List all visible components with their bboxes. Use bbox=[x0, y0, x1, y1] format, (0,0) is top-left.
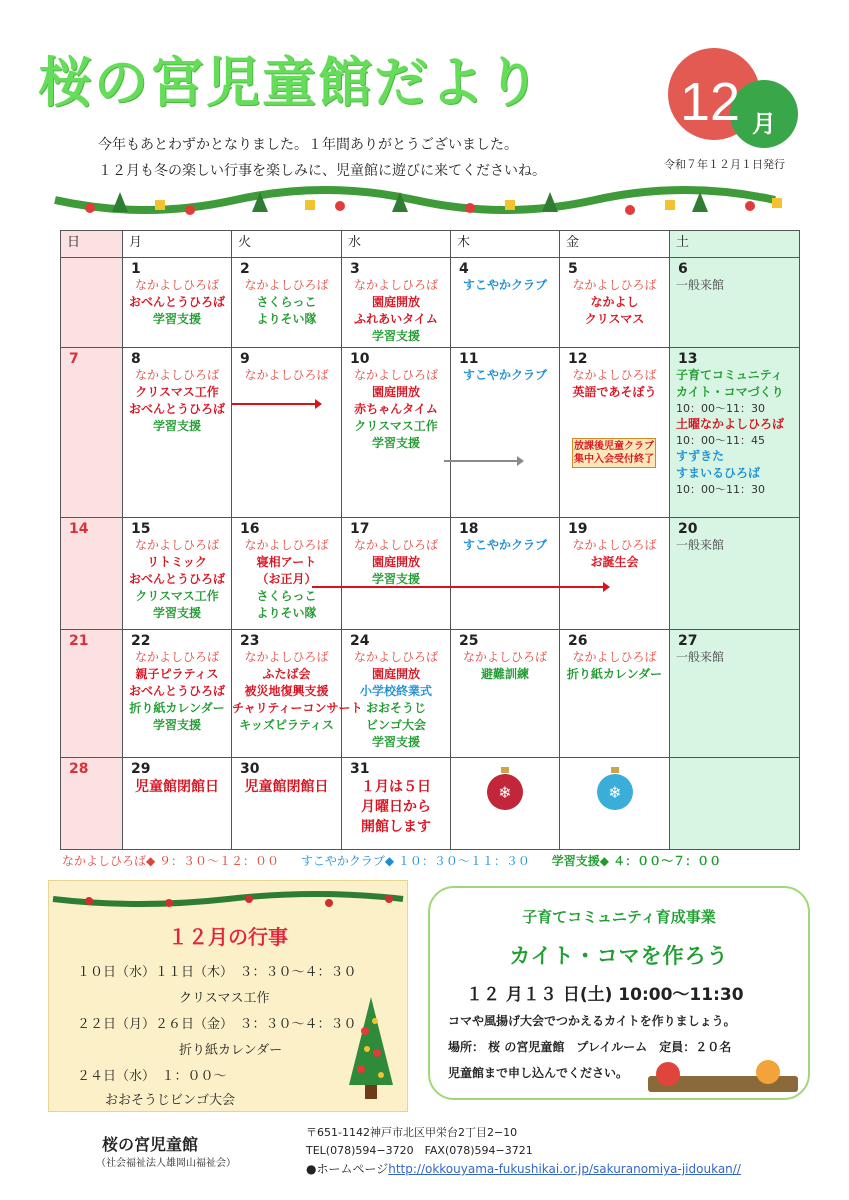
calendar-day-cell bbox=[560, 348, 670, 518]
toys-illustration bbox=[648, 1056, 798, 1096]
event-label: 月曜日から bbox=[361, 799, 431, 815]
event-row-4: 折り紙カレンダー bbox=[179, 1043, 283, 1058]
event-label: 学習支援 bbox=[152, 718, 201, 732]
day-number: 29 bbox=[131, 761, 151, 777]
event-label: 園庭開放 bbox=[371, 385, 420, 399]
day-number: 10 bbox=[350, 351, 370, 367]
event-label: おおそうじ bbox=[365, 701, 426, 715]
community-line-2: 場所： 桜 の宮児童館 プレイルーム 定員：２０名 bbox=[448, 1040, 732, 1054]
event-label: キッズピラティス bbox=[239, 718, 334, 732]
day-number: 14 bbox=[69, 521, 89, 537]
arrow-christmas-craft bbox=[232, 403, 320, 405]
event-label: 土曜なかよしひろば bbox=[676, 417, 785, 431]
ornament-icon bbox=[593, 765, 637, 813]
weekday-wed: 水 bbox=[342, 231, 451, 258]
event-label: 学習支援 bbox=[371, 572, 420, 586]
weekday-tue: 火 bbox=[232, 231, 342, 258]
day-number: 19 bbox=[568, 521, 588, 537]
event-label: なかよしひろば bbox=[134, 368, 219, 382]
calendar-day-cell bbox=[61, 518, 123, 630]
arrow-new-year-art bbox=[312, 586, 608, 588]
event-label: 小学校終業式 bbox=[359, 684, 432, 698]
event-label: すまいるひろば bbox=[676, 466, 761, 480]
day-number bbox=[560, 758, 669, 761]
community-title: 子育てコミュニティ育成事業 bbox=[522, 908, 716, 926]
calendar-week-row bbox=[61, 758, 800, 850]
day-number: 1 bbox=[131, 261, 141, 277]
event-label: おべんとうひろば bbox=[128, 402, 225, 416]
community-line-3: 児童館まで申し込んでください。 bbox=[448, 1066, 629, 1080]
calendar-table bbox=[60, 230, 800, 850]
day-number: 17 bbox=[350, 521, 370, 537]
intro-line-1: 今年もあとわずかとなりました。１年間ありがとうございました。 bbox=[98, 137, 518, 153]
event-label: さくらっこ bbox=[256, 589, 317, 603]
day-number: 28 bbox=[69, 761, 89, 777]
event-label: なかよしひろば bbox=[572, 650, 657, 664]
event-label: 開館します bbox=[361, 819, 431, 835]
event-label: 学習支援 bbox=[371, 735, 420, 749]
event-label: さくらっこ bbox=[256, 295, 317, 309]
event-row-6: おおそうじビンゴ大会 bbox=[105, 1093, 236, 1108]
event-label: 学習支援 bbox=[371, 329, 420, 343]
event-label: 園庭開放 bbox=[371, 555, 420, 569]
calendar-day-cell bbox=[670, 758, 800, 850]
svg-text:❄: ❄ bbox=[607, 783, 622, 802]
day-number: 25 bbox=[459, 633, 479, 649]
calendar-day-cell bbox=[342, 758, 451, 850]
event-label: おべんとうひろば bbox=[128, 295, 225, 309]
weekday-sat: 土 bbox=[670, 231, 800, 258]
event-label: なかよしひろば bbox=[572, 368, 657, 382]
calendar-day-cell bbox=[342, 518, 451, 630]
event-label: カイト・コマづくり bbox=[676, 385, 784, 399]
calendar-day-cell bbox=[61, 258, 123, 348]
event-label: ふれあいタイム bbox=[354, 312, 438, 326]
day-number: 15 bbox=[131, 521, 151, 537]
holly-decoration bbox=[49, 887, 407, 913]
weekday-sun: 日 bbox=[61, 231, 123, 258]
legend-nakayoshi: なかよしひろば◆ ９：３０～１２：００ bbox=[62, 854, 280, 868]
calendar-day-cell bbox=[560, 630, 670, 758]
event-label: 学習支援 bbox=[152, 606, 201, 620]
events-title: １２月の行事 bbox=[168, 925, 288, 949]
event-label: 折り紙カレンダー bbox=[566, 667, 663, 681]
community-date: １２ 月１３ 日(土) 10:00～11:30 bbox=[466, 985, 744, 1005]
homepage-link[interactable]: http://okkouyama-fukushikai.or.jp/sakuranomiya-jidoukan// bbox=[388, 1162, 741, 1176]
day-number: 8 bbox=[131, 351, 141, 367]
calendar-day-cell bbox=[232, 518, 342, 630]
event-label: なかよしひろば bbox=[572, 278, 657, 292]
december-events-box bbox=[48, 880, 408, 1112]
event-label: すこやかクラブ bbox=[462, 278, 547, 292]
intro-line-2: １２月も冬の楽しい行事を楽しみに、児童館に遊びに来てくださいね。 bbox=[98, 163, 546, 179]
ornament-icon bbox=[483, 765, 527, 813]
day-number bbox=[670, 758, 799, 761]
arrow-christmas-craft-2 bbox=[444, 460, 522, 462]
calendar-day-cell bbox=[451, 518, 560, 630]
day-number: 11 bbox=[459, 351, 479, 367]
event-label: 一般来館 bbox=[676, 278, 725, 292]
day-number: 5 bbox=[568, 261, 578, 277]
day-number bbox=[61, 258, 122, 261]
event-label: すずきた bbox=[676, 449, 725, 463]
event-label: なかよしひろば bbox=[244, 278, 329, 292]
notice-line: 集中入会受付終了 bbox=[574, 454, 654, 465]
event-label: 寝相アート bbox=[256, 555, 317, 569]
event-label: なかよしひろば bbox=[462, 650, 547, 664]
event-label: 一般来館 bbox=[676, 538, 725, 552]
event-label: なかよしひろば bbox=[572, 538, 657, 552]
event-label: 10：00～11：30 bbox=[676, 483, 765, 496]
event-label: なかよしひろば bbox=[353, 650, 438, 664]
event-row-2: クリスマス工作 bbox=[179, 991, 270, 1006]
calendar-day-cell bbox=[670, 518, 800, 630]
calendar-day-cell bbox=[342, 258, 451, 348]
svg-text:❄: ❄ bbox=[498, 783, 512, 802]
event-label: 10：00～11：30 bbox=[676, 402, 765, 415]
event-label: 一般来館 bbox=[676, 650, 725, 664]
event-label: 児童館閉館日 bbox=[135, 779, 219, 795]
event-label: なかよしひろば bbox=[244, 650, 329, 664]
weekday-fri: 金 bbox=[560, 231, 670, 258]
footer-facility-name: 桜の宮児童館 bbox=[102, 1135, 199, 1154]
calendar-day-cell bbox=[123, 348, 232, 518]
calendar-day-cell bbox=[232, 258, 342, 348]
calendar-day-cell bbox=[123, 258, 232, 348]
day-number: 13 bbox=[678, 351, 698, 367]
calendar-week-row bbox=[61, 630, 800, 758]
calendar-day-cell bbox=[123, 630, 232, 758]
event-label: クリスマス工作 bbox=[135, 385, 219, 399]
homepage-label: ●ホームページ bbox=[306, 1162, 389, 1176]
event-label: クリスマス bbox=[584, 312, 645, 326]
event-label: クリスマス工作 bbox=[354, 419, 438, 433]
footer-homepage bbox=[306, 1160, 741, 1177]
day-number: 22 bbox=[131, 633, 151, 649]
footer-address: 〒651-1142神戸市北区甲栄台2丁目2−10 bbox=[306, 1126, 518, 1139]
calendar-day-cell bbox=[451, 630, 560, 758]
calendar-week-row bbox=[61, 518, 800, 630]
event-label: 被災地復興支援 bbox=[244, 684, 329, 698]
day-number: 27 bbox=[678, 633, 698, 649]
month-number: 12 bbox=[680, 72, 741, 132]
event-label: 赤ちゃんタイム bbox=[354, 402, 438, 416]
day-number: 12 bbox=[568, 351, 588, 367]
day-number: 4 bbox=[459, 261, 469, 277]
calendar-day-cell bbox=[123, 758, 232, 850]
calendar-legend bbox=[62, 852, 739, 869]
calendar-day-cell bbox=[670, 258, 800, 348]
event-label: チャリティーコンサート bbox=[232, 701, 363, 715]
event-label: なかよしひろば bbox=[134, 538, 219, 552]
event-label: 親子ピラティス bbox=[135, 667, 219, 681]
day-number: 20 bbox=[678, 521, 698, 537]
event-label: すこやかクラブ bbox=[462, 538, 547, 552]
event-label: なかよしひろば bbox=[134, 278, 219, 292]
calendar-day-cell bbox=[451, 258, 560, 348]
day-number: 9 bbox=[240, 351, 250, 367]
calendar-day-cell bbox=[560, 258, 670, 348]
afterschool-club-notice bbox=[572, 438, 656, 468]
calendar-week-row bbox=[61, 258, 800, 348]
day-number bbox=[451, 758, 559, 761]
community-line-1: コマや風揚げ大会でつかえるカイトを作りましょう。 bbox=[448, 1014, 736, 1028]
calendar-day-cell bbox=[451, 348, 560, 518]
event-row-1: １０日（水）１１日（木） ３：３０～４：３０ bbox=[77, 965, 357, 980]
event-label: 10：00～11：45 bbox=[676, 434, 765, 447]
event-label: ビンゴ大会 bbox=[365, 718, 426, 732]
day-number: 16 bbox=[240, 521, 260, 537]
event-label: 児童館閉館日 bbox=[244, 779, 329, 795]
event-label: クリスマス工作 bbox=[135, 589, 219, 603]
event-label: 学習支援 bbox=[152, 419, 201, 433]
event-label: 避難訓練 bbox=[480, 667, 529, 681]
event-label: ふたば会 bbox=[262, 667, 311, 681]
community-event-box bbox=[428, 886, 810, 1100]
weekday-header-row bbox=[61, 231, 800, 258]
day-number: 21 bbox=[69, 633, 89, 649]
community-subtitle: カイト・コマを作ろう bbox=[509, 944, 729, 968]
footer-phone-fax: TEL(078)594−3720 FAX(078)594−3721 bbox=[306, 1144, 533, 1157]
calendar-day-cell bbox=[342, 348, 451, 518]
event-label: １月は５日 bbox=[361, 779, 431, 795]
calendar-week-row bbox=[61, 348, 800, 518]
calendar-day-cell bbox=[61, 348, 123, 518]
weekday-mon: 月 bbox=[123, 231, 232, 258]
event-label: おべんとうひろば bbox=[128, 684, 225, 698]
event-label: なかよしひろば bbox=[353, 368, 438, 382]
calendar-day-cell bbox=[560, 518, 670, 630]
event-label: なかよしひろば bbox=[244, 538, 329, 552]
event-label: なかよしひろば bbox=[353, 538, 438, 552]
issue-date: 令和７年１２月１日発行 bbox=[664, 158, 785, 171]
calendar-day-cell bbox=[560, 758, 670, 850]
calendar-day-cell bbox=[232, 758, 342, 850]
calendar-day-cell bbox=[670, 630, 800, 758]
calendar-day-cell bbox=[670, 348, 800, 518]
page-title: 桜の宮児童館だより bbox=[38, 51, 542, 114]
day-number: 18 bbox=[459, 521, 479, 537]
day-number: 31 bbox=[350, 761, 370, 777]
event-label: なかよしひろば bbox=[244, 368, 329, 382]
event-row-5: ２４日（水） １：００～ bbox=[77, 1069, 227, 1084]
month-badge bbox=[660, 42, 800, 152]
event-label: おべんとうひろば bbox=[128, 572, 225, 586]
event-label: よりそい隊 bbox=[256, 312, 317, 326]
event-label: 折り紙カレンダー bbox=[129, 701, 225, 715]
event-label: 園庭開放 bbox=[371, 295, 420, 309]
day-number: 24 bbox=[350, 633, 370, 649]
month-label: 月 bbox=[752, 110, 776, 138]
event-label: なかよしひろば bbox=[134, 650, 219, 664]
event-label: リトミック bbox=[147, 555, 207, 569]
notice-line: 放課後児童クラブ bbox=[574, 441, 654, 452]
legend-sukoyaka: すこやかクラブ◆ １０：３０～１１：３０ bbox=[300, 854, 530, 868]
event-label: なかよし bbox=[590, 295, 639, 309]
event-label: 園庭開放 bbox=[371, 667, 420, 681]
christmas-tree-icon bbox=[341, 991, 401, 1103]
event-label: （お正月） bbox=[256, 572, 317, 586]
weekday-thu: 木 bbox=[451, 231, 560, 258]
day-number: 6 bbox=[678, 261, 688, 277]
christmas-garland-decoration bbox=[50, 186, 790, 222]
event-label: 学習支援 bbox=[152, 312, 201, 326]
day-number: 2 bbox=[240, 261, 250, 277]
event-row-3: ２２日（月）２６日（金） ３：３０～４：３０ bbox=[77, 1017, 357, 1032]
calendar-day-cell bbox=[451, 758, 560, 850]
event-label: なかよしひろば bbox=[353, 278, 438, 292]
event-label: 学習支援 bbox=[371, 436, 420, 450]
legend-study: 学習支援◆ ４：００～７：００ bbox=[551, 854, 722, 868]
day-number: 26 bbox=[568, 633, 588, 649]
calendar-day-cell bbox=[61, 630, 123, 758]
calendar-day-cell bbox=[232, 348, 342, 518]
event-label: 子育てコミュニティ bbox=[676, 368, 783, 382]
event-label: よりそい隊 bbox=[256, 606, 317, 620]
footer-organization: （社会福祉法人雄岡山福祉会） bbox=[96, 1158, 236, 1169]
calendar-day-cell bbox=[342, 630, 451, 758]
day-number: 3 bbox=[350, 261, 360, 277]
event-label: すこやかクラブ bbox=[462, 368, 547, 382]
event-label: 英語であそぼう bbox=[572, 385, 657, 399]
calendar-day-cell bbox=[61, 758, 123, 850]
event-label: お誕生会 bbox=[590, 555, 639, 569]
day-number: 7 bbox=[69, 351, 79, 367]
day-number: 23 bbox=[240, 633, 260, 649]
day-number: 30 bbox=[240, 761, 260, 777]
calendar-day-cell bbox=[123, 518, 232, 630]
